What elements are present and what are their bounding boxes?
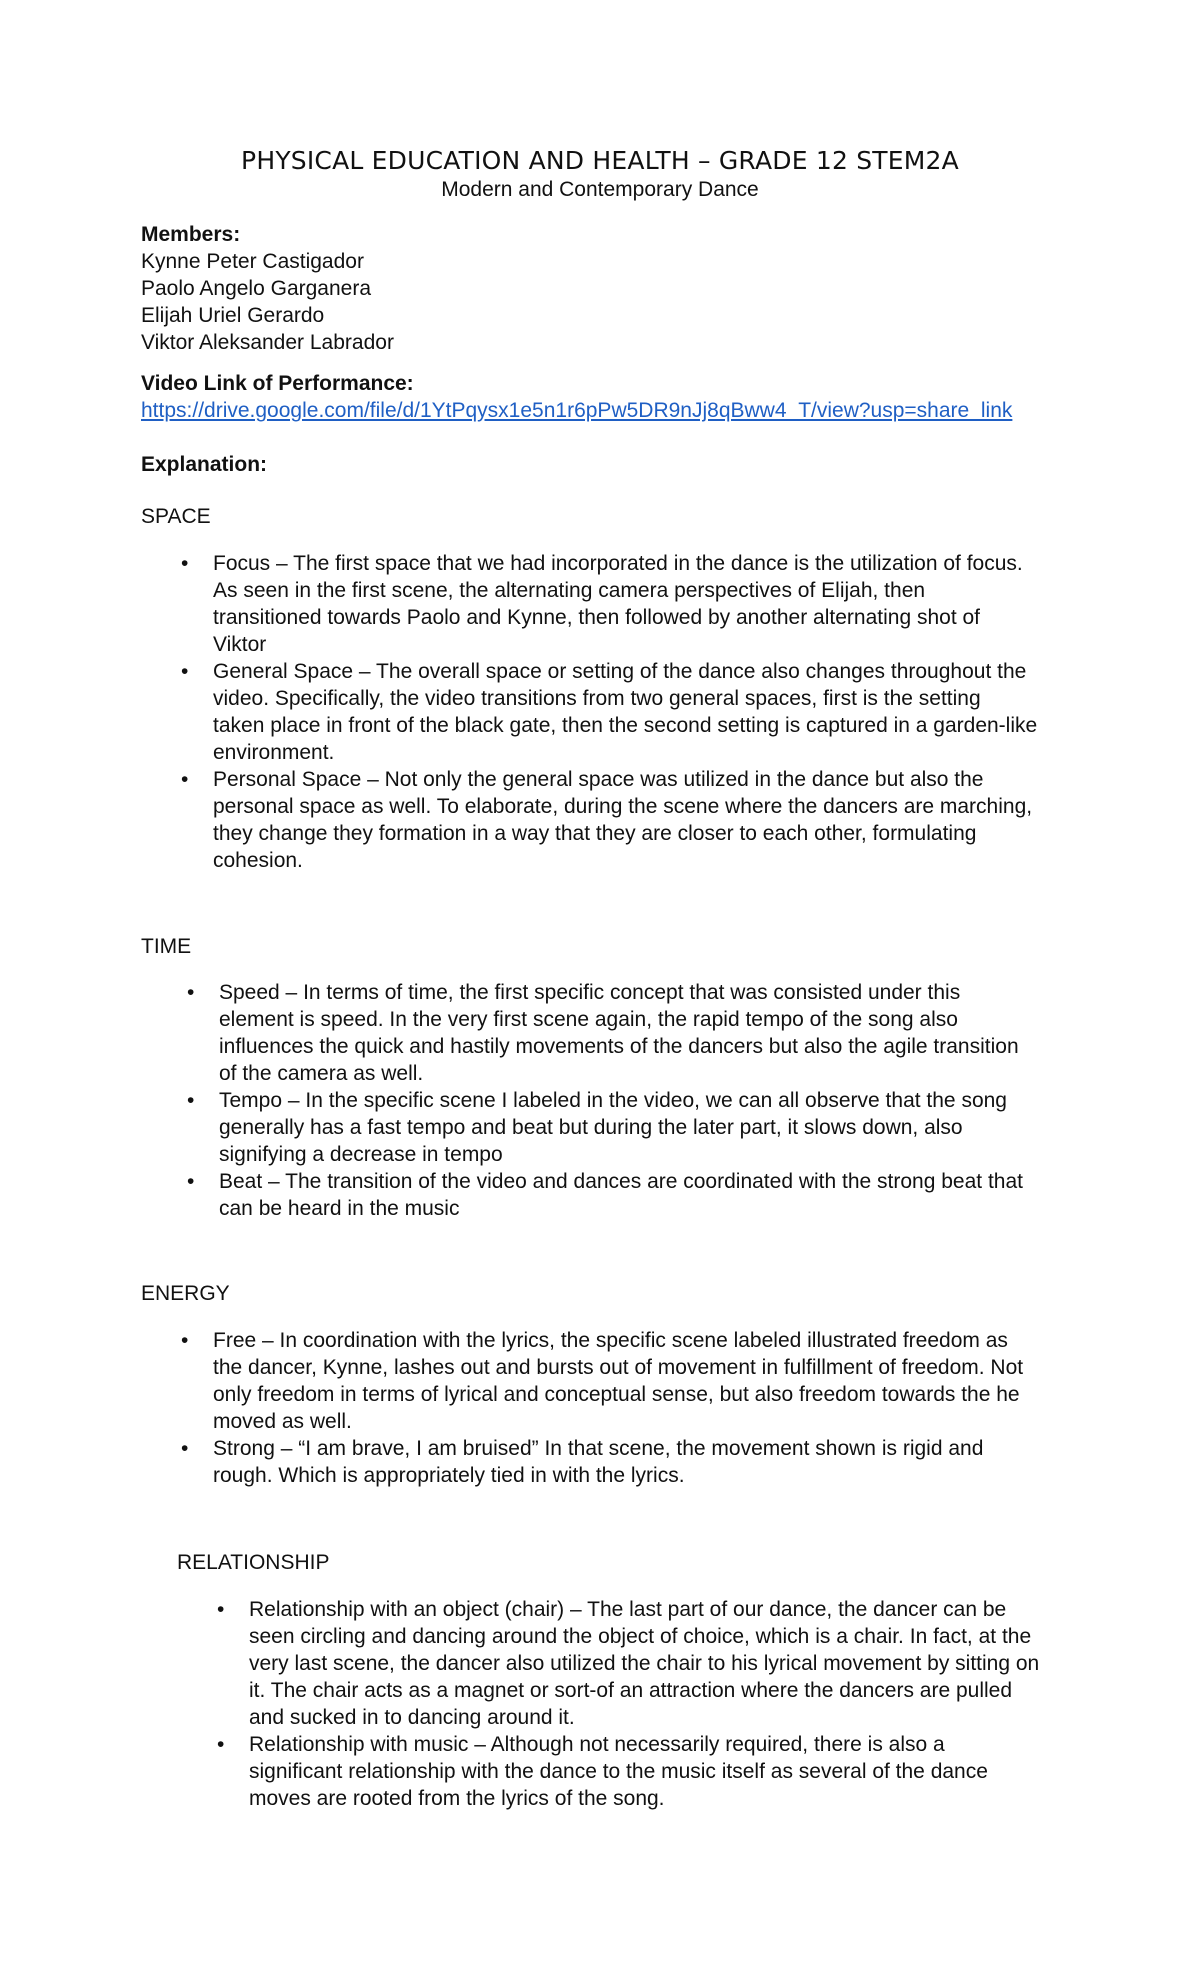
bullet-line: Focus – The first space that we had incorporated in the dance is the utilization of focus. [213, 552, 1023, 575]
bullet-line: moves are rooted from the lyrics of the song. [249, 1787, 665, 1810]
document-subtitle: Modern and Contemporary Dance [441, 178, 759, 201]
bullet-line: Relationship with music – Although not necessarily required, there is also a [249, 1733, 945, 1756]
bullet-line: As seen in the first scene, the alternating camera perspectives of Elijah, then [213, 579, 926, 602]
bullet-line: rough. Which is appropriately tied in with the lyrics. [213, 1464, 685, 1487]
bullet-icon: • [217, 1598, 225, 1621]
video-section [141, 370, 1012, 424]
bullet-item [181, 1435, 1113, 1489]
time-heading: TIME [141, 935, 192, 958]
bullet-line: environment. [213, 741, 335, 764]
bullet-item [217, 1731, 1129, 1812]
bullet-line: can be heard in the music [219, 1197, 460, 1220]
bullet-line: only freedom in terms of lyrical and conceptual sense, but also freedom towards the he [213, 1383, 1020, 1406]
relationship-heading: RELATIONSHIP [177, 1551, 330, 1574]
bullet-line: it. The chair acts as a magnet or sort-of an attraction where the dancers are pulled [249, 1679, 1013, 1702]
space-heading: SPACE [141, 505, 211, 528]
bullet-icon: • [181, 552, 189, 575]
bullet-line: they change they formation in a way that they are closer to each other, formulating [213, 822, 977, 845]
bullet-icon: • [181, 1329, 189, 1352]
bullet-item [187, 1168, 1119, 1222]
bullet-line: Personal Space – Not only the general space was utilized in the dance but also the [213, 768, 984, 791]
bullet-icon: • [187, 1089, 195, 1112]
bullet-item [187, 979, 1119, 1087]
bullet-icon: • [217, 1733, 225, 1756]
bullet-line: General Space – The overall space or setting of the dance also changes throughout the [213, 660, 1027, 683]
members-label: Members: [141, 223, 241, 246]
bullet-icon: • [181, 1437, 189, 1460]
bullet-item [181, 550, 1113, 658]
bullet-line: signifying a decrease in tempo [219, 1143, 503, 1166]
bullet-line: taken place in front of the black gate, then the second setting is captured in a garden-like [213, 714, 1038, 737]
bullet-item [217, 1596, 1129, 1731]
member-name: Elijah Uriel Gerardo [141, 304, 325, 327]
document-title: PHYSICAL EDUCATION AND HEALTH – GRADE 12 STEM2A [241, 146, 959, 175]
bullet-line: cohesion. [213, 849, 303, 872]
video-link[interactable]: https://drive.google.com/file/d/1YtPqysx1e5n1r6pPw5DR9nJj8qBww4_T/view?usp=share_link [141, 399, 1013, 422]
bullet-line: element is speed. In the very first scene again, the rapid tempo of the song also [219, 1008, 958, 1031]
bullet-line: Relationship with an object (chair) – The last part of our dance, the dancer can be [249, 1598, 1007, 1621]
bullet-line: Viktor [213, 633, 267, 656]
energy-heading: ENERGY [141, 1282, 230, 1305]
bullet-line: the dancer, Kynne, lashes out and bursts out of movement in fulfillment of freedom. Not [213, 1356, 1024, 1379]
bullet-line: generally has a fast tempo and beat but during the later part, it slows down, also [219, 1116, 963, 1139]
bullet-line: very last scene, the dancer also utilized the chair to his lyrical movement by sitting on [249, 1652, 1040, 1675]
bullet-icon: • [181, 768, 189, 791]
explanation-label: Explanation: [141, 453, 268, 476]
bullet-line: of the camera as well. [219, 1062, 424, 1085]
bullet-item [187, 1087, 1119, 1168]
bullet-line: Beat – The transition of the video and dances are coordinated with the strong beat that [219, 1170, 1023, 1193]
bullet-line: significant relationship with the dance to the music itself as several of the dance [249, 1760, 988, 1783]
bullet-line: transitioned towards Paolo and Kynne, then followed by another alternating shot of [213, 606, 981, 629]
bullet-icon: • [181, 660, 189, 683]
bullet-line: video. Specifically, the video transitions from two general spaces, first is the setting [213, 687, 981, 710]
bullet-line: Strong – “I am brave, I am bruised” In that scene, the movement shown is rigid and [213, 1437, 984, 1460]
bullet-line: Free – In coordination with the lyrics, the specific scene labeled illustrated freedom as [213, 1329, 1008, 1352]
member-name: Viktor Aleksander Labrador [141, 331, 394, 354]
bullet-icon: • [187, 1170, 195, 1193]
bullet-item [181, 658, 1113, 766]
bullet-line: Speed – In terms of time, the first specific concept that was consisted under this [219, 981, 961, 1004]
bullet-icon: • [187, 981, 195, 1004]
member-name: Paolo Angelo Garganera [141, 277, 372, 300]
bullet-item [181, 1327, 1113, 1435]
bullet-line: seen circling and dancing around the object of choice, which is a chair. In fact, at the [249, 1625, 1032, 1648]
bullet-line: moved as well. [213, 1410, 352, 1433]
energy-list [181, 1327, 1113, 1489]
bullet-item [181, 766, 1113, 874]
bullet-line: personal space as well. To elaborate, during the scene where the dancers are marching, [213, 795, 1033, 818]
time-list [187, 979, 1119, 1222]
member-name: Kynne Peter Castigador [141, 250, 364, 273]
bullet-line: influences the quick and hastily movements of the dancers but also the agile transition [219, 1035, 1019, 1058]
bullet-line: Tempo – In the specific scene I labeled in the video, we can all observe that the song [219, 1089, 1007, 1112]
space-list [181, 550, 1113, 874]
bullet-line: and sucked in to dancing around it. [249, 1706, 575, 1729]
members-section [141, 221, 394, 356]
video-label: Video Link of Performance: [141, 372, 414, 395]
relationship-list [217, 1596, 1129, 1812]
